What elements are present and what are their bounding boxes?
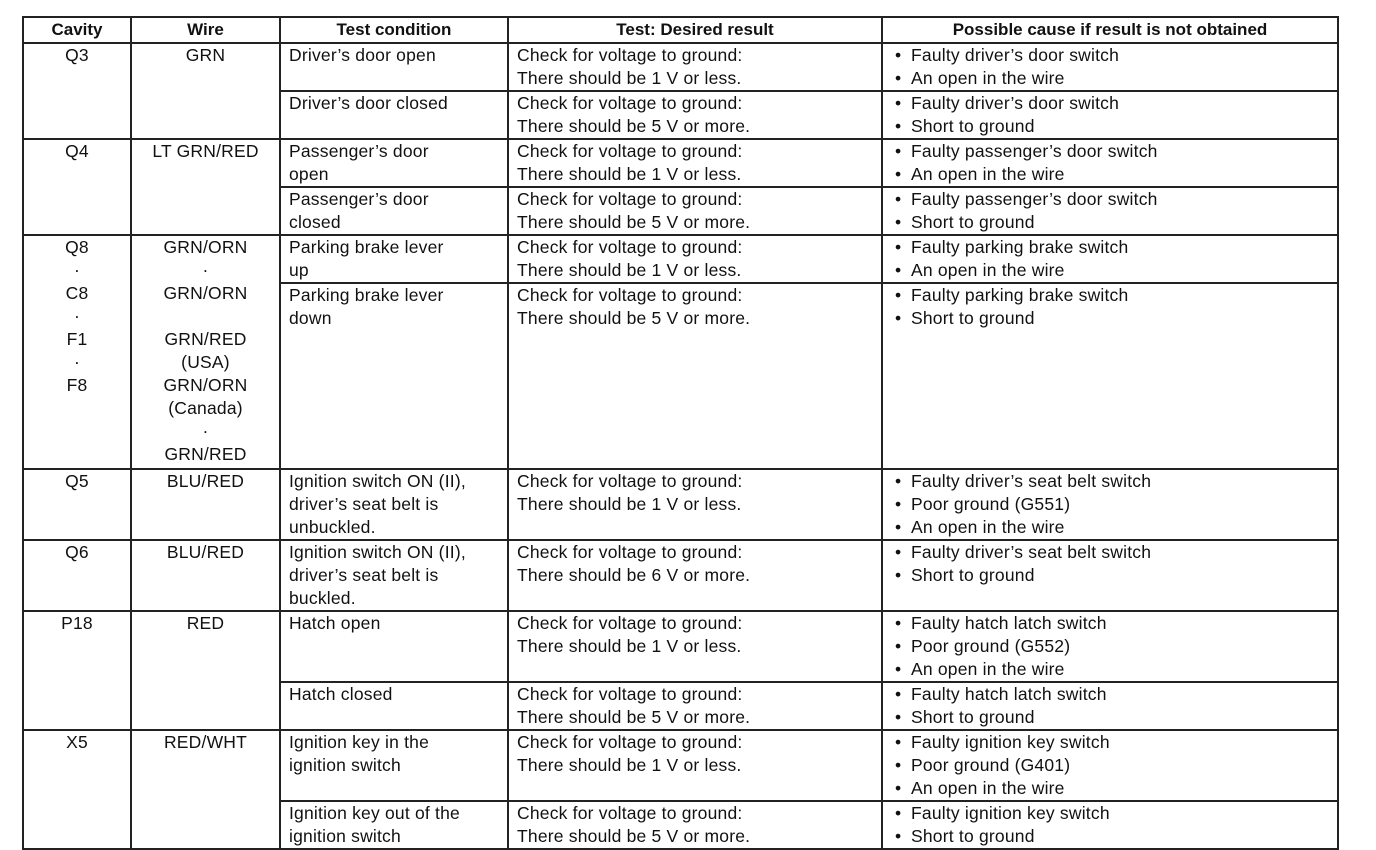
desired-result-cell [508, 187, 882, 235]
wire-color-label: · [202, 421, 209, 441]
test-condition-text: Ignition key in the [289, 732, 429, 752]
table-row [23, 139, 1338, 187]
cause-list-item: • An open in the wire [895, 658, 1337, 681]
test-condition-cell [280, 801, 508, 849]
test-condition-text: Driver’s door open [289, 45, 436, 65]
cause-list-item: • Faulty parking brake switch [895, 284, 1337, 307]
cause-list-item: • An open in the wire [895, 163, 1337, 186]
header-desired-result: Test: Desired result [508, 17, 882, 43]
cause-list [883, 541, 1337, 587]
test-condition-text: Parking brake lever [289, 285, 444, 305]
cause-list [883, 731, 1337, 800]
table-row [23, 611, 1338, 682]
cause-list-item: • Faulty hatch latch switch [895, 612, 1337, 635]
cause-list [883, 683, 1337, 729]
table-row [23, 540, 1338, 611]
test-condition-cell [280, 91, 508, 139]
wire-color-label: GRN/RED [164, 444, 247, 464]
wire-color-label: BLU/RED [166, 471, 245, 491]
test-condition-cell [280, 730, 508, 801]
desired-result-text: Check for voltage to ground: [517, 803, 743, 823]
cavity-label: C8 [65, 283, 89, 303]
test-condition-text: closed [289, 212, 341, 232]
desired-result-text: Check for voltage to ground: [517, 542, 743, 562]
cavity-cell [23, 730, 131, 849]
cavity-cell [23, 611, 131, 730]
test-condition-text: Parking brake lever [289, 237, 444, 257]
cause-list [883, 140, 1337, 186]
desired-result-cell [508, 43, 882, 91]
cause-list-item: • An open in the wire [895, 777, 1337, 800]
cavity-cell [23, 43, 131, 139]
cavity-cell [23, 540, 131, 611]
cavity-cell [23, 139, 131, 235]
cause-list-item: • Faulty passenger’s door switch [895, 188, 1337, 211]
desired-result-text: There should be 1 V or less. [517, 494, 742, 514]
desired-result-text: There should be 1 V or less. [517, 68, 742, 88]
desired-result-cell [508, 235, 882, 283]
cause-list-item: • Faulty driver’s seat belt switch [895, 541, 1337, 564]
test-condition-cell [280, 43, 508, 91]
table-row [23, 469, 1338, 540]
table-row [23, 43, 1338, 91]
wire-color-label [132, 305, 279, 328]
cause-list [883, 188, 1337, 234]
desired-result-text: Check for voltage to ground: [517, 93, 743, 113]
desired-result-text: There should be 5 V or more. [517, 116, 751, 136]
test-condition-text: unbuckled. [289, 517, 376, 537]
wire-cell [131, 611, 280, 730]
desired-result-cell [508, 540, 882, 611]
wire-color-label: (Canada) [168, 398, 243, 418]
possible-cause-cell [882, 187, 1338, 235]
desired-result-text: Check for voltage to ground: [517, 141, 743, 161]
table-row [23, 730, 1338, 801]
desired-result-text: Check for voltage to ground: [517, 237, 743, 257]
cavity-label: Q8 [65, 237, 89, 257]
wire-cell [131, 469, 280, 540]
desired-result-text: There should be 1 V or less. [517, 260, 742, 280]
cavity-cell [23, 469, 131, 540]
cavity-label: Q3 [65, 45, 89, 65]
cause-list-item: • Faulty ignition key switch [895, 731, 1337, 754]
table-row [23, 235, 1338, 283]
wire-cell [131, 235, 280, 469]
cause-list-item: • Short to ground [895, 706, 1337, 729]
cause-list [883, 92, 1337, 138]
desired-result-text: There should be 6 V or more. [517, 565, 751, 585]
wire-cell [131, 730, 280, 849]
wire-color-label: GRN/ORN [163, 237, 248, 257]
desired-result-cell [508, 730, 882, 801]
wire-color-label: GRN/ORN [163, 375, 248, 395]
possible-cause-cell [882, 540, 1338, 611]
wire-color-label: GRN/ORN [163, 283, 248, 303]
header-test-condition: Test condition [280, 17, 508, 43]
wire-color-label: GRN/RED [164, 329, 247, 349]
possible-cause-cell [882, 682, 1338, 730]
cause-list-item: • Faulty driver’s door switch [895, 44, 1337, 67]
desired-result-text: There should be 1 V or less. [517, 636, 742, 656]
cavity-cell [23, 235, 131, 469]
cavity-label: · [73, 260, 81, 280]
test-condition-text: Passenger’s door [289, 141, 429, 161]
test-condition-text: open [289, 164, 329, 184]
test-condition-cell [280, 611, 508, 682]
wire-cell [131, 540, 280, 611]
test-condition-text: buckled. [289, 588, 356, 608]
possible-cause-cell [882, 43, 1338, 91]
test-condition-text: down [289, 308, 332, 328]
possible-cause-cell [882, 139, 1338, 187]
cavity-label: Q6 [65, 542, 89, 562]
desired-result-text: There should be 1 V or less. [517, 755, 742, 775]
possible-cause-cell [882, 801, 1338, 849]
desired-result-text: Check for voltage to ground: [517, 732, 743, 752]
cause-list-item: • Poor ground (G551) [895, 493, 1337, 516]
wire-color-label: RED/WHT [163, 732, 248, 752]
cavity-label: F8 [66, 375, 88, 395]
cause-list-item: • Faulty passenger’s door switch [895, 140, 1337, 163]
possible-cause-cell [882, 611, 1338, 682]
desired-result-cell [508, 801, 882, 849]
possible-cause-cell [882, 469, 1338, 540]
desired-result-text: Check for voltage to ground: [517, 189, 743, 209]
wire-color-label: GRN [185, 45, 226, 65]
test-condition-text: ignition switch [289, 755, 401, 775]
test-condition-text: Ignition switch ON (II), [289, 542, 466, 562]
header-possible-cause: Possible cause if result is not obtained [882, 17, 1338, 43]
desired-result-cell [508, 283, 882, 469]
cause-list-item: • Short to ground [895, 307, 1337, 330]
test-condition-text: Ignition key out of the [289, 803, 460, 823]
troubleshooting-table-sheet [22, 16, 1339, 850]
wire-color-label: RED [186, 613, 225, 633]
wire-color-label: BLU/RED [166, 542, 245, 562]
test-condition-text: Passenger’s door [289, 189, 429, 209]
cause-list-item: • Poor ground (G552) [895, 635, 1337, 658]
header-cavity: Cavity [23, 17, 131, 43]
header-wire: Wire [131, 17, 280, 43]
cause-list-item: • Faulty driver’s door switch [895, 92, 1337, 115]
cause-list-item: • Poor ground (G401) [895, 754, 1337, 777]
desired-result-cell [508, 611, 882, 682]
cavity-label: X5 [66, 732, 88, 752]
desired-result-text: There should be 5 V or more. [517, 308, 751, 328]
cause-list-item: • Faulty hatch latch switch [895, 683, 1337, 706]
cause-list-item: • Short to ground [895, 115, 1337, 138]
cause-list-item: • An open in the wire [895, 67, 1337, 90]
cause-list-item: • Short to ground [895, 211, 1337, 234]
test-condition-text: Ignition switch ON (II), [289, 471, 466, 491]
desired-result-text: There should be 5 V or more. [517, 212, 751, 232]
test-condition-text: up [289, 260, 309, 280]
cause-list [883, 236, 1337, 282]
test-condition-text: driver’s seat belt is [289, 565, 439, 585]
test-condition-cell [280, 235, 508, 283]
cause-list [883, 802, 1337, 848]
desired-result-text: Check for voltage to ground: [517, 613, 743, 633]
cause-list [883, 44, 1337, 90]
wire-cell [131, 43, 280, 139]
possible-cause-cell [882, 91, 1338, 139]
table-body [23, 43, 1338, 849]
test-condition-cell [280, 283, 508, 469]
desired-result-text: There should be 5 V or more. [517, 707, 751, 727]
cavity-label: · [73, 306, 81, 326]
cause-list-item: • Short to ground [895, 825, 1337, 848]
cause-list-item: • Short to ground [895, 564, 1337, 587]
desired-result-text: Check for voltage to ground: [517, 471, 743, 491]
header-row [23, 17, 1338, 43]
cause-list [883, 470, 1337, 539]
desired-result-text: There should be 5 V or more. [517, 826, 751, 846]
cause-list-item: • Faulty ignition key switch [895, 802, 1337, 825]
cause-list-item: • An open in the wire [895, 516, 1337, 539]
desired-result-cell [508, 682, 882, 730]
cause-list [883, 284, 1337, 330]
wire-color-label: LT GRN/RED [152, 141, 259, 161]
wire-color-label: · [202, 260, 209, 280]
test-condition-cell [280, 139, 508, 187]
desired-result-cell [508, 139, 882, 187]
cavity-label: Q4 [65, 141, 89, 161]
test-condition-cell [280, 187, 508, 235]
test-condition-text: ignition switch [289, 826, 401, 846]
cause-list-item: • An open in the wire [895, 259, 1337, 282]
cavity-label: · [73, 352, 81, 372]
desired-result-text: Check for voltage to ground: [517, 45, 743, 65]
cavity-label: P18 [61, 613, 93, 633]
desired-result-text: There should be 1 V or less. [517, 164, 742, 184]
possible-cause-cell [882, 730, 1338, 801]
possible-cause-cell [882, 235, 1338, 283]
cavity-label: F1 [66, 329, 88, 349]
cause-list-item: • Faulty driver’s seat belt switch [895, 470, 1337, 493]
test-condition-text: driver’s seat belt is [289, 494, 439, 514]
test-condition-cell [280, 469, 508, 540]
desired-result-cell [508, 91, 882, 139]
wire-cell [131, 139, 280, 235]
desired-result-text: Check for voltage to ground: [517, 285, 743, 305]
cause-list-item: • Faulty parking brake switch [895, 236, 1337, 259]
switch-test-table [22, 16, 1339, 850]
wire-color-label: (USA) [181, 352, 230, 372]
test-condition-cell [280, 682, 508, 730]
desired-result-cell [508, 469, 882, 540]
test-condition-text: Driver’s door closed [289, 93, 448, 113]
test-condition-text: Hatch open [289, 613, 381, 633]
test-condition-text: Hatch closed [289, 684, 393, 704]
desired-result-text: Check for voltage to ground: [517, 684, 743, 704]
possible-cause-cell [882, 283, 1338, 469]
test-condition-cell [280, 540, 508, 611]
cavity-label: Q5 [65, 471, 89, 491]
cause-list [883, 612, 1337, 681]
